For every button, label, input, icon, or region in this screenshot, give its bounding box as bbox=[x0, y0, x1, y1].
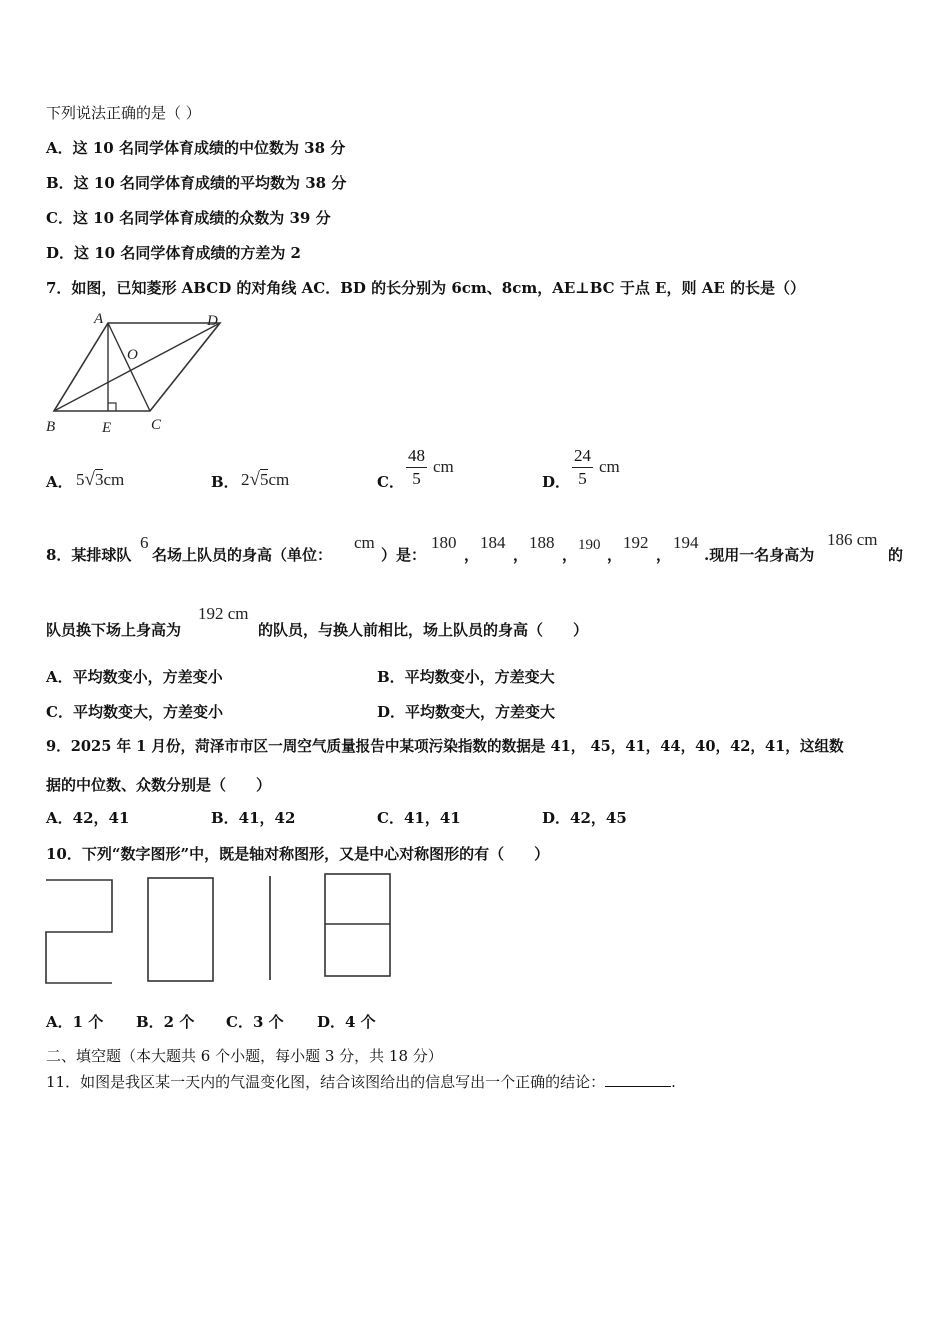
label-o: O bbox=[127, 347, 138, 363]
q11-stem: 11．如图是我区某一天内的气温变化图，结合该图给出的信息写出一个正确的结论： bbox=[46, 1073, 606, 1091]
q8-line2a: 队员换下场上身高为 bbox=[46, 621, 182, 639]
q6-option-c: C．这 10 名同学体育成绩的众数为 39 分 bbox=[46, 209, 331, 227]
q8-height-2: 184 bbox=[480, 533, 506, 552]
q7-option-b-value: 2√5cm bbox=[241, 469, 290, 490]
q8-part4: .现用一名身高为 bbox=[704, 546, 815, 564]
digit-0-figure bbox=[148, 878, 213, 981]
q8-option-b: B．平均数变小，方差变大 bbox=[377, 668, 555, 686]
q8-sep-3: ， bbox=[562, 546, 578, 564]
q7-option-a-value: 5√3cm bbox=[76, 469, 125, 490]
q10-option-d: D．4 个 bbox=[317, 1013, 376, 1031]
q8-count: 6 bbox=[140, 533, 149, 552]
q8-sep-2: ， bbox=[513, 546, 529, 564]
q8-sep-5: ， bbox=[656, 546, 672, 564]
q7-option-d-label: D． bbox=[542, 473, 571, 491]
q8-old-height: 192 cm bbox=[198, 604, 249, 623]
diagonal-bd bbox=[54, 323, 220, 411]
q8-part3: ）是： bbox=[381, 546, 427, 564]
q8-part1: 8．某排球队 bbox=[46, 546, 132, 564]
q10-stem: 10．下列“数字图形”中，既是轴对称图形，又是中心对称图形的有（ ） bbox=[46, 845, 550, 863]
q7-stem: 7．如图，已知菱形 ABCD 的对角线 AC．BD 的长分别为 6cm、8cm，AE⊥BC 于点 E，则 AE 的长是（） bbox=[46, 279, 805, 297]
q8-option-d: D．平均数变大，方差变大 bbox=[377, 703, 556, 721]
q6-stem: 下列说法正确的是（ ） bbox=[46, 104, 201, 122]
q8-sep-4: ， bbox=[607, 546, 623, 564]
q8-height-4: 190 bbox=[578, 537, 601, 553]
q10-option-a: A．1 个 bbox=[46, 1013, 104, 1031]
q7-option-a-label: A． bbox=[46, 473, 73, 491]
q8-height-3: 188 bbox=[529, 533, 555, 552]
label-b: B bbox=[46, 419, 56, 435]
q9-option-c: C．41，41 bbox=[377, 809, 461, 827]
label-e: E bbox=[102, 420, 112, 436]
q8-option-a: A．平均数变小，方差变小 bbox=[46, 668, 223, 686]
q8-line2b: 的队员，与换人前相比，场上队员的身高（ ） bbox=[258, 621, 589, 639]
q7-option-d-fraction: 24 5 bbox=[574, 446, 591, 488]
diagonal-ac bbox=[108, 323, 150, 411]
q10-option-b: B．2 个 bbox=[136, 1013, 195, 1031]
q7-option-c-unit: cm bbox=[433, 457, 454, 476]
q6-option-d: D．这 10 名同学体育成绩的方差为 2 bbox=[46, 244, 301, 262]
section-title-fill-in: 二、填空题（本大题共 6 个小题，每小题 3 分，共 18 分） bbox=[46, 1047, 443, 1065]
label-c: C bbox=[151, 417, 162, 433]
q9-line1: 9．2025 年 1 月份，菏泽市市区一周空气质量报告中某项污染指数的数据是 41， 45，41，44，40，42，41，这组数 bbox=[46, 738, 844, 755]
q6-option-b: B．这 10 名同学体育成绩的平均数为 38 分 bbox=[46, 174, 347, 192]
q8-sep-1: ， bbox=[464, 546, 480, 564]
q6-option-a: A．这 10 名同学体育成绩的中位数为 38 分 bbox=[46, 139, 346, 157]
q8-new-height: 186 cm bbox=[827, 530, 878, 549]
rhombus-figure bbox=[40, 305, 240, 437]
right-angle-mark bbox=[108, 403, 116, 411]
q9-option-b: B．41，42 bbox=[211, 809, 296, 827]
q8-height-1: 180 bbox=[431, 533, 457, 552]
digit-figures-2018 bbox=[44, 870, 398, 988]
q10-option-c: C．3 个 bbox=[226, 1013, 284, 1031]
q8-part2: 名场上队员的身高（单位： bbox=[152, 546, 333, 564]
q8-height-6: 194 bbox=[673, 533, 699, 552]
q8-option-c: C．平均数变大，方差变小 bbox=[46, 703, 223, 721]
q9-option-d: D．42，45 bbox=[542, 809, 627, 827]
q8-height-5: 192 bbox=[623, 533, 649, 552]
q7-option-c-fraction: 48 5 bbox=[408, 446, 425, 488]
label-d: D bbox=[207, 313, 218, 329]
q7-option-d-unit: cm bbox=[599, 457, 620, 476]
digit-8-figure bbox=[325, 874, 390, 976]
q7-option-c-label: C． bbox=[377, 473, 404, 491]
q8-unit: cm bbox=[354, 533, 375, 552]
q11-line bbox=[46, 1072, 676, 1092]
q9-line2: 据的中位数、众数分别是（ ） bbox=[46, 776, 272, 794]
digit-2-figure bbox=[46, 880, 112, 983]
q11-answer-blank bbox=[605, 1072, 671, 1087]
q7-option-b-label: B． bbox=[211, 473, 239, 491]
q8-part5: 的 bbox=[888, 546, 904, 564]
q9-option-a: A．42，41 bbox=[46, 809, 130, 827]
label-a: A bbox=[94, 311, 104, 327]
q11-end: . bbox=[671, 1073, 676, 1091]
